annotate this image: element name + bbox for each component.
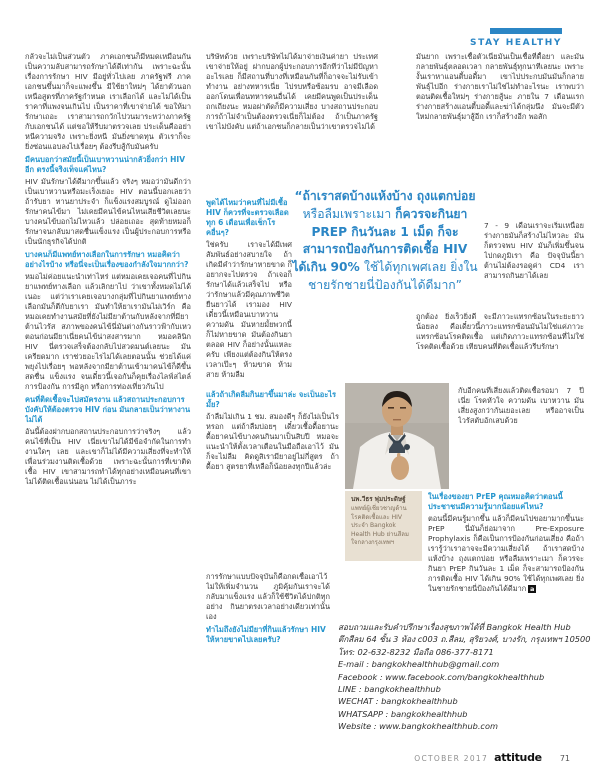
pull-quote-line: “ถ้าเราสดบ้างแห้งบ้าง ถุงแตกบ่อย [294,189,476,203]
doctor-photo-illustration [345,383,449,489]
pull-quote-line: PREP กินวันละ 1 เม็ด ก็จะ [311,224,459,239]
question-heading: บางคนก็มีแพทย์ทางเลือกในการรักษา หมอคิดว่าอย่างไรบ้าง หรือนี่จะเป็นเรื่องของกำลังใจมากกว่า? [25,250,189,269]
doctor-photo [345,383,449,489]
question-heading: มีคนบอกว่าสมัยนี้เป็นเบาหวานน่ากลัวยิ่งกว่า HIV อีก ตรงนี้จริงเท็จแค่ไหน? [25,155,186,174]
question-heading: แล้วถ้าเกิดลืมกินยาขึ้นมาล่ะ จะเป็นอะไรมั้ย? [206,390,337,409]
photo-caption [345,491,422,561]
footer-magazine-logo: attitude [494,751,542,764]
pull-quote-line: ก็ควรจะกินยา [395,206,468,221]
page-footer [414,751,570,764]
body-paragraph [428,514,584,594]
article-column-2-beside-photo [206,388,339,566]
pull-quote [290,188,480,302]
article-column-1 [25,52,191,712]
contact-phone: โทร: 02-632-8232 มือถือ 086-377-8171 [338,646,494,657]
body-paragraph-text: ตอนนี้มีคนรู้มากขึ้น แล้วก็มีคนไปขอยามากขึ้นนะ PrEP นี่มันก็ย่อมาจาก Pre-Exposure Prophylaxis ก็คือเป็นการป้องกันก่อนเสี่ยง คือถ้าเรารู้ว่าเราอาจจะมีความเสี่ยงได้ ถ้าเราสดบ้างแห้งบ้าง ถุงแตกบ่อย หรือลืมเพราะเมา ก็ควรจะกินยา PrEP กินวันละ 1 เม็ด ก็จะสามารถป้องกันการติดเชื้อ HIV ได้เกิน 90% ใช้ได้ทุกเพศเลย ยิ่งในชายรักชายนี่ป้องกันได้ดีมาก [428,514,584,593]
body-paragraph: มันยาก เพราะเชื้อตัวเนี่ยมันเป็นเชื้อที่ดื้อยา และมันกลายพันธุ์ตลอดเวลา กลายพันธุ์ทุกนาทีเลยนะ เพราะงั้นเราหาแอนตี้บอดี้มา เขาไปประกบมันมันก็กลายพันธุ์ไปอีก ร่างกายเราไม่ใช่ไม่ทำอะไรนะ เราพบว่าตอนติดเชื้อใหม่ๆ ร่างกายสู้นะ ภายใน 7 เดือนแรก ร่างกายสร้างแอนตี้บอดี้และฆ่าได้กลุ่มนึง มันจะมีตัวใหม่กลายพันธุ์มาสู้อีก เราก็สร้างอีก พอสัก [416,52,584,121]
caption-doctor-name: นพ.วีธร พุ่มประดิษฐ์ [351,496,406,503]
contact-email: E-mail : bangkokhealthhub@gmail.com [338,659,500,670]
article-column-2-beside-quote [206,196,292,382]
contact-info [338,621,591,733]
pull-quote-line: ชายรักชายนี่ป้องกันได้ดีมาก” [307,277,463,292]
contact-facebook: Facebook : www.facebook.com/bangkokhealthhub [338,671,545,682]
question-heading: ทำไมถึงยังไม่มียาที่กินแล้วรักษา HIV ให้หายขาดไปเลยครับ? [206,625,326,644]
contact-line: สอบถามและรับคำปรึกษาเรื่องสุขภาพได้ที่ Bangkok Health Hub [338,622,571,632]
section-tag-bar [490,28,562,34]
contact-address: ตึกสีลม 64 ชั้น 3 ห้อง c003 ถ.สีลม, สุริยวงศ์, บางรัก, กรุงเทพฯ 10500 [338,634,591,645]
caption-doctor-description: แพทย์ผู้เชี่ยวชาญด้านโรคติดเชื้อและ HIV ประจำ Bangkok Health Hub ย่านสีลม ใจกลางกรุงเทพฯ [351,505,409,547]
body-paragraph: หมอไม่ค่อยแนะนำเท่าไหร่ แต่หมอเคยเจอคนที่ไปกินยาแพทย์ทางเลือก แล้วเลิกยาไป ว่าเขาทั้งหมดไม่ได้เนอะ แต่ว่าเราเคยเจอบางกลุ่มที่ไปกินยาแพทย์ทางเลือกมันก็ตีกับยาเรา มันทำให้ยาเรามันไม่เวิร์ก คือหมอเคยทำงานสมัยที่ยังไม่มียาต้านกับหลังจากที่มียาต้านไวรัส สภาพของคนไข้นี่มันต่างกันราวฟ้ากับเหว ตอนก่อนมียาเนี่ยคนไข้น่าสงสารมาก หมอคลินิก HIV นี่ตรวจเสร็จต้องกลับไปสวดมนต์เลยนะ มันเครียดมาก เราช่วยอะไรไม่ได้เลยตอนนั้น ช่วยได้แค่พยุงไปเรื่อยๆ พอหลังจากมียาต้านเข้ามาคนไข้ก็ดีขึ้น สดชื่น แข็งแรง จนเดี๋ยวนี้เจอกันก็คุยเรื่องไลฟ์สไตล์ การป้องกัน การมีลูก หรือการท่องเที่ยวกันไป [25,272,191,391]
pull-quote-line: ได้เกิน 90% [292,260,364,275]
article-column-3-bottom [428,490,584,620]
body-paragraph: บริษัทด้วย เพราะบริษัทไม่ได้มาจ่ายเงินค่ายา ประเทศเขาจ่ายให้อยู่ ฝากบอกผู้ประกอบการอีกทีว่าไม่มีปัญหาอะไรเลย ก็มีสถานที่บางที่เหมือนกันที่ก็อาจจะไม่รับเข้าทำงาน อย่างทหารเนี่ย ไปรบหรือซ้อมรบ อาจมีเลือดออกโดนเพื่อนทหารคนอื่นได้ เคยมีคนพูดเป็นประเด็นถกเถียงนะ หมอผ่าตัดก็มีความเสี่ยง บางสถานประกอบการถ้าไม่จำเป็นต้องตรวจเนี่ยก็ไม่ต้อง ถ้าเป็นภาครัฐเขาไม่บังคับ แต่ถ้าเอกชนก็กลายเป็นว่าเขาตรวจไม่ได้ [206,52,378,131]
section-tag: STAY HEALTHY [470,38,562,48]
body-paragraph: การรักษาแบบปัจจุบันก็คือกดเชื้อเอาไว้ไม่ให้เพิ่มจำนวน ภูมิคุ้มกันเราจะได้กลับมาแข็งแรง แล้วก็ใช้ชีวิตได้ปกติทุกอย่าง กินยาตรงเวลาอย่างเดียวเท่านั้นเอง [206,572,330,621]
question-heading: ในเรื่องของยา PrEP คุณหมอคิดว่าตอนนี้ประชาชนมีความรู้มากน้อยแค่ไหน? [428,492,563,511]
contact-wechat: WECHAT : bangkokhealthhub [338,696,458,707]
footer-issue-date: OCTOBER 2017 [414,754,489,763]
body-paragraph: ถูกต้อง ยิ่งเร็วยิ่งดี จะมีภาวะแทรกซ้อนในระยะยาวน้อยลง คือเดี๋ยวนี้ภาวะแทรกซ้อนมันไม่ใช่แค่ภาวะแทรกซ้อนโรคติดเชื้อ แต่เกิดภาวะแทรกซ้อนที่ไม่ใช่โรคติดเชื้อด้วย เทียบคนที่ติดเชื้อแล้วรีบรักษา [416,312,584,351]
body-paragraph: ถ้าลืมไม่เกิน 1 ชม. สมองดีๆ ก็ยังไม่เป็นไรหรอก แต่ถ้าลืมบ่อยๆ เดี๋ยวเชื้อดื้อยานะ ดื้อยาคนไข้บางคนกินมาเป็นสิบปี หมอจะแนะนำให้ตั้งเวลาเตือนในมือถือเอาไว้ มันก็จะไม่ลืม คิดดูสิเรามียาอยู่ไม่กี่สูตร ถ้าดื้อยา สูตรยาที่เหลือก็น้อยลงทุกปีแล้วล่ะ [206,412,339,471]
article-column-3-middle [416,312,584,380]
article-column-2-top [206,52,378,192]
pull-quote-line: สามารถป้องกันการติดเชื้อ HIV [302,242,468,257]
contact-whatsapp: WHATSAPP : bangkokhealthhub [338,708,468,719]
body-paragraph: กลัวจะไม่เป็นส่วนตัว ภาคเอกชนก็มีหมดเหมือนกัน เป็นความลับสามารถรักษาได้ดีเท่ากัน เพราะฉะนั้นเรื่องการรักษา HIV มีอยู่ทั่วไปเลย ภาครัฐฟรี ภาคเอกชนขึ้นมาก็จะแพงขึ้น มีใช้ยาใหม่ๆ ได้ยาตัวนอกเหนือสูตรที่ภาครัฐกำหนด เราเลือกได้ และไม่ได้เป็นราคาที่แพงจนเกินไป เป็นราคาที่เขาจ่ายได้ ขอให้มารักษาเถอะ เราสามารถกวักไปวนมาระหว่างภาครัฐกับเอกชนได้ แต่ขอให้รีบมาตรวจเลย ประเด็นคืออย่าหนีความจริง เพราะยิ่งหนี มันยิ่งขาดทุน ตัวเราก็จะยิ่งซ่อนแอบลงไปเรื่อยๆ ต้องรีบสู้กับมันครับ [25,52,191,151]
contact-website: Website : www.bangkokhealthhub.com [338,721,498,732]
footer-page-number: 71 [559,754,570,763]
article-end-mark: a [530,585,535,593]
question-heading: พูดได้ไหมว่าคนที่ไม่มีเชื้อ HIV ก็ควรที่จะตรวจเลือดทุก 6 เดือนเพื่อเช็กโรคอื่นๆ? [206,198,289,237]
question-heading: คนที่ติดเชื้อจะไปสมัครงาน แล้วสถานประกอบการบังคับให้ต้องตรวจ HIV ก่อน มันกลายเป็นว่าหางานไม่ได้ [25,395,191,424]
body-paragraph: อันนี้ต้องฝากบอกสถานประกอบการว่าจริงๆ แล้วคนไข้ที่เป็น HIV เนี่ยเขาไม่ได้มีข้อจำกัดในการทำงานใดๆ เลย และเขาก็ไม่ได้มีความเสี่ยงที่จะทำให้เพื่อนร่วมงานติดเชื้อด้วย เพราะฉะนั้นการที่เขาติดเชื้อ HIV เขาสามารถทำได้ทุกอย่างเหมือนคนที่เขาไม่ได้ติดเชื้อแน่นอน ไม่ได้เป็นภาระ [25,427,191,486]
body-paragraph: ใช่ครับ เราจะได้มีเพศสัมพันธ์อย่างสบายใจ ถ้าเกิดมีคำว่ารักษาหายขาด ก็อยากจะไปตรวจ ถ้าเจอก็รักษาได้แล้วเสร็จไป หรือว่ารักษาแล้วมีคุณภาพชีวิตยืนยาวได้ เรามอง HIV เดี๋ยวนี้เหมือนเบาหวาน ความดัน มันหายมั้ยพวกนี้ ก็ไม่หายขาด มันต้องกินยาตลอด HIV ก็อย่างนั้นแหละครับ เพียงแต่ต้องกินให้ตรงเวลาเป๊ะๆ ห้ามขาด ห้ามสาย ห้ามลืม [206,240,292,379]
article-column-2-bottom [206,572,330,758]
contact-line-app: LINE : bangkokhealthhub [338,684,441,695]
pull-quote-line: ใช้ได้ทุกเพศเลย ยิ่งใน [363,260,478,275]
body-paragraph: HIV มันรักษาได้ดีมากขึ้นแล้ว จริงๆ หมอว่ามันดีกว่าเป็นเบาหวานหรือมะเร็งเยอะ HIV ตอนนี้บอกเลยว่าถ้ารับยา ทานยาประจำ ก็แข็งแรงสมบูรณ์ ดูไม่ออก รักษาคนไข้มา ไม่เคยมีคนไข้คนไหนเสียชีวิตเลยนะ บางคนไข้บอกไม่ไหวแล้ว ปล่อยเถอะ สุดท้ายหมอก็รักษาจนกลับมาสดชื่นแข็งแรง เป็นผู้ประกอบการหรือเป็นนักธุรกิจได้ปกติ [25,177,191,246]
body-paragraph: กับอีกคนที่เสี่ยงแล้วติดเชื้อรอมา 7 ปีเนี่ย โรคหัวใจ ความดัน เบาหวาน มันเสี่ยงสูงกว่ากันเยอะเลย หรืออาจเป็นไวรัสตับอักเสบด้วย [458,386,584,425]
article-column-3-beside-photo [458,386,584,486]
article-column-3-beside-quote [484,221,584,309]
body-paragraph: 7 - 9 เดือนเราจะเริ่มเหนื่อย ร่างกายมันก็สร้างไม่ไหวละ มันก็ตรวจพบ HIV มันก็เพิ่มขึ้นจนไปกดภูมิเรา คือ ปัจจุบันนี้ยาต้านไม่ต้องรอดูค่า CD4 เราสามารถกินยาได้เลย [484,221,584,280]
pull-quote-line: หรือลืมเพราะเมา [302,206,396,221]
